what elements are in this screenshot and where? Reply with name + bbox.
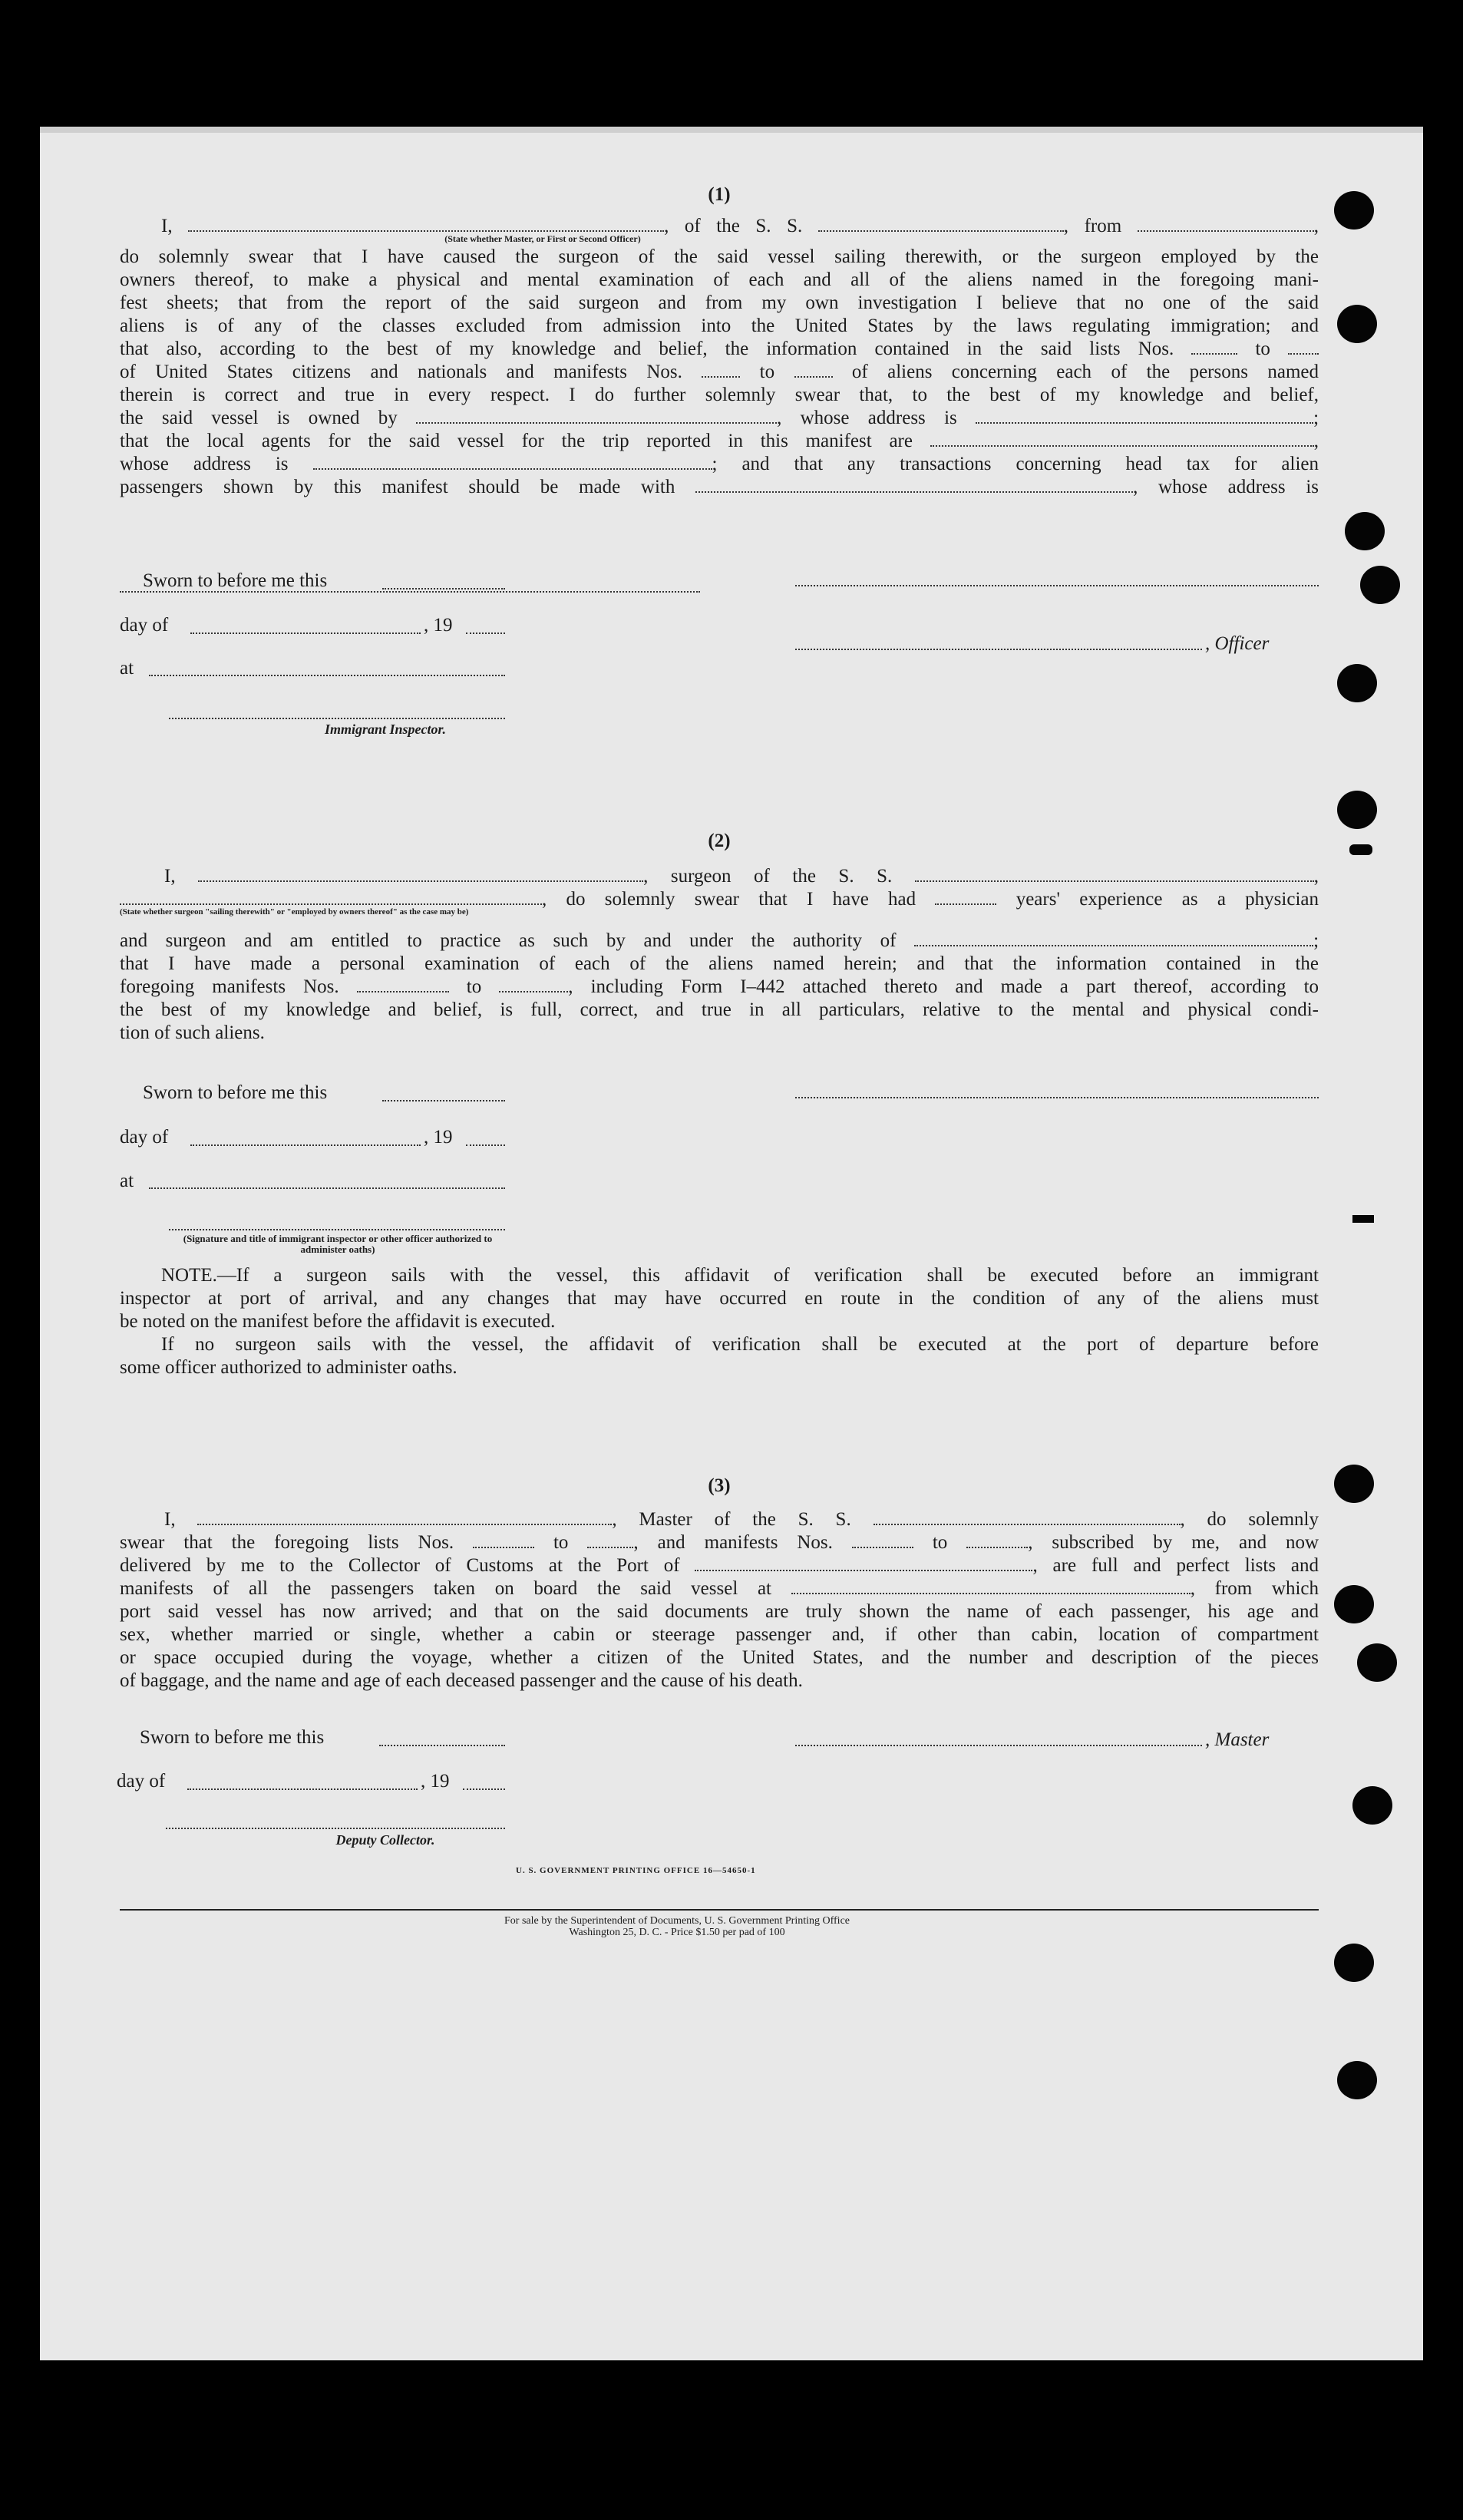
label: , do solemnly swear that I have had <box>542 889 916 910</box>
punch-hole <box>1337 305 1377 343</box>
manifests-line <box>120 976 1319 999</box>
officer-signature-field[interactable] <box>795 585 1319 586</box>
label: I, <box>161 216 173 236</box>
sale-line-1: For sale by the Superintendent of Documents, U. S. Government Printing Office <box>504 1915 850 1927</box>
agents-address-field[interactable] <box>313 454 712 470</box>
manifests-to-field[interactable] <box>966 1533 1028 1548</box>
master-name-field[interactable] <box>197 1510 612 1525</box>
at-field[interactable] <box>149 1187 505 1189</box>
punch-hole <box>1334 191 1374 230</box>
at-label: at <box>120 658 134 679</box>
day-of-label: day of <box>120 615 169 636</box>
body-line: do solemnly swear that I have caused the surgeon of the said vessel sailing therewith, or the surgeon employed by the <box>120 246 1319 267</box>
sworn-day-field[interactable] <box>379 1745 505 1746</box>
signature-note: (Signature and title of immigrant inspector or other officer authorized to administer oaths) <box>183 1233 493 1255</box>
month-field[interactable] <box>190 632 421 634</box>
label: , do solemnly <box>1180 1509 1319 1530</box>
officer-label: , Officer <box>1205 633 1270 654</box>
label: of United States citizens and nationals and manifests Nos. <box>120 362 682 382</box>
year-label: , 19 <box>424 615 453 636</box>
month-field[interactable] <box>190 1144 421 1146</box>
punch-hole <box>1352 1786 1392 1825</box>
port-field[interactable] <box>695 1556 1032 1571</box>
port-line <box>120 1554 1319 1577</box>
body-line: that I have made a personal examination of each of the aliens named herein; and that the information contained in the <box>120 953 1319 974</box>
surgeon-signature-field[interactable] <box>795 1097 1319 1098</box>
master-signature-field[interactable] <box>795 1745 1202 1746</box>
label: ; <box>1313 408 1319 428</box>
label: swear that the foregoing lists Nos. <box>120 1532 454 1553</box>
manifests-line <box>120 361 1319 384</box>
punch-hole <box>1337 664 1377 702</box>
label: , including Form I–442 attached thereto and made a part thereof, according to <box>568 976 1319 997</box>
inspector-caption: Immigrant Inspector. <box>324 722 447 737</box>
month-field[interactable] <box>187 1788 418 1790</box>
label: manifests of all the passengers taken on board the said vessel at <box>120 1578 771 1599</box>
sworn-label: Sworn to before me this <box>143 570 328 591</box>
label: , from which <box>1190 1578 1319 1599</box>
surgeon-vessel-field[interactable] <box>915 867 1314 882</box>
punch-hole <box>1357 1643 1397 1682</box>
deputy-caption: Deputy Collector. <box>335 1832 435 1848</box>
label: , and manifests Nos. <box>633 1532 833 1553</box>
surgeon-status-field[interactable] <box>120 890 542 905</box>
note-line: be noted on the manifest before the affidavit is executed. <box>120 1311 556 1332</box>
departure-line <box>120 1577 1319 1600</box>
scan-mark <box>1352 1215 1374 1223</box>
manifests-from-field[interactable] <box>357 977 449 992</box>
deputy-signature-field[interactable] <box>166 1828 505 1829</box>
affidavit-section-2 <box>120 865 1319 1045</box>
officer-line <box>120 215 1319 238</box>
punch-hole <box>1360 566 1400 604</box>
year-label: , 19 <box>424 1127 453 1148</box>
lists-line <box>120 1531 1319 1554</box>
note-line: NOTE.—If a surgeon sails with the vessel, this affidavit of verification shall be executed before an immigrant <box>161 1265 1319 1286</box>
sworn-day-field[interactable] <box>382 588 505 590</box>
label: , <box>1313 431 1319 451</box>
footer-rule <box>120 1909 1319 1911</box>
section-number: (3) <box>708 1475 731 1496</box>
punch-hole <box>1334 1944 1374 1982</box>
year-field[interactable] <box>466 632 505 634</box>
agents-line <box>120 430 1319 453</box>
label: years' experience as a physician <box>1016 889 1319 910</box>
label: , Master of the S. S. <box>612 1509 851 1530</box>
departure-port-field[interactable] <box>791 1579 1191 1594</box>
manifests-to-field[interactable] <box>794 362 833 378</box>
label: I, <box>164 866 176 887</box>
officer-title-field[interactable] <box>795 649 1202 650</box>
label: foregoing manifests Nos. <box>120 976 339 997</box>
label: to <box>932 1532 948 1553</box>
punch-hole <box>1334 1585 1374 1623</box>
master-vessel-field[interactable] <box>874 1510 1181 1525</box>
body-line: aliens is of any of the classes excluded from admission into the United States by the laws regulating immigration; and <box>120 315 1319 336</box>
surgeon-name-field[interactable] <box>198 867 643 882</box>
authority-field[interactable] <box>914 931 1313 946</box>
lists-to-field[interactable] <box>1288 339 1319 355</box>
manifests-from-field[interactable] <box>852 1533 913 1548</box>
punch-hole <box>1337 2061 1377 2099</box>
master-line <box>120 1508 1319 1531</box>
body-line: owners thereof, to make a physical and mental examination of each and all of the aliens named in the foregoing mani- <box>120 269 1319 290</box>
note-line: inspector at port of arrival, and any changes that may have occurred en route in the condition of any of the aliens must <box>120 1288 1319 1309</box>
owned-by-line <box>120 407 1319 430</box>
label: , of the S. S. <box>664 216 803 236</box>
day-of-label: day of <box>120 1127 169 1148</box>
label: ; and that any transactions concerning head tax for alien <box>712 454 1319 474</box>
label: that also, according to the best of my knowledge and belief, the information contained in the said lists Nos. <box>120 339 1174 359</box>
label: , are full and perfect lists and <box>1032 1555 1319 1576</box>
inspector-signature-field[interactable] <box>169 718 505 719</box>
label: that the local agents for the said vessel for the trip reported in this manifest are <box>120 431 913 451</box>
years-experience-field[interactable] <box>935 890 996 905</box>
label: ; <box>1313 930 1319 951</box>
note-line: some officer authorized to administer oaths. <box>120 1357 457 1378</box>
year-field[interactable] <box>466 1144 505 1146</box>
at-field[interactable] <box>149 675 505 676</box>
affidavit-section-3 <box>120 1508 1319 1693</box>
authority-line <box>120 930 1319 953</box>
label: to <box>759 362 775 382</box>
section-number: (1) <box>708 184 731 205</box>
year-label: , 19 <box>421 1771 450 1792</box>
note-line: If no surgeon sails with the vessel, the affidavit of verification shall be executed at the port of departure before <box>161 1334 1319 1355</box>
master-label: , Master <box>1205 1729 1270 1750</box>
officer-name-field[interactable] <box>188 216 664 232</box>
lists-line <box>120 338 1319 361</box>
label: whose address is <box>120 454 289 474</box>
manifests-to-field[interactable] <box>499 977 568 992</box>
lists-from-field[interactable] <box>473 1533 534 1548</box>
label: I, <box>164 1509 176 1530</box>
label: , <box>1313 216 1319 236</box>
punch-hole <box>1337 791 1377 829</box>
sworn-label: Sworn to before me this <box>140 1727 325 1748</box>
year-field[interactable] <box>463 1788 505 1790</box>
label: , from <box>1063 216 1122 236</box>
label: the said vessel is owned by <box>120 408 398 428</box>
agents-address-line <box>120 453 1319 476</box>
label: , whose address is <box>777 408 957 428</box>
label: to <box>553 1532 569 1553</box>
section-number: (2) <box>708 831 731 851</box>
section-body <box>120 215 1319 499</box>
sale-line-2: Washington 25, D. C. - Price $1.50 per pad of 100 <box>569 1927 785 1938</box>
body-line: tion of such aliens. <box>120 1022 265 1043</box>
at-label: at <box>120 1171 134 1191</box>
affidavit-section-1 <box>120 184 1319 499</box>
label: to <box>1255 339 1270 359</box>
body-line: fest sheets; that from the report of the said surgeon and from my own investigation I believe that no one of the said <box>120 292 1319 313</box>
body-line: port said vessel has now arrived; and that on the said documents are truly shown the name of each passenger, his age and <box>120 1601 1319 1622</box>
punch-hole <box>1345 512 1385 550</box>
label: passengers shown by this manifest should be made with <box>120 477 675 497</box>
lists-from-field[interactable] <box>1191 339 1237 355</box>
sworn-label: Sworn to before me this <box>143 1082 328 1103</box>
label: , subscribed by me, and now <box>1028 1532 1319 1553</box>
label: , <box>1313 866 1319 887</box>
inspector-signature-field[interactable] <box>169 1229 505 1230</box>
owner-address-field[interactable] <box>976 408 1313 424</box>
sworn-day-field[interactable] <box>382 1100 505 1101</box>
label: , whose address is <box>1133 477 1319 497</box>
label: , surgeon of the S. S. <box>643 866 893 887</box>
body-line: of baggage, and the name and age of each deceased passenger and the cause of his death. <box>120 1670 803 1691</box>
form-page <box>40 127 1423 2360</box>
label: to <box>466 976 482 997</box>
body-line: sex, whether married or single, whether a cabin or steerage passenger and, if other than cabin, location of compartment <box>120 1624 1319 1645</box>
body-line: therein is correct and true in every respect. I do further solemnly swear that, to the best of my knowledge and belief, <box>120 385 1319 405</box>
owner-field[interactable] <box>416 408 777 424</box>
note-block <box>120 1264 1319 1379</box>
surgeon-note: (State whether surgeon "sailing therewith" or "employed by owners thereof" as the case may be) <box>120 907 469 917</box>
surgeon-line <box>120 865 1319 888</box>
agents-field[interactable] <box>930 431 1314 447</box>
label: and surgeon and am entitled to practice as such by and under the authority of <box>120 930 897 951</box>
scan-edge <box>40 127 1423 133</box>
officer-note: (State whether Master, or First or Second Officer) <box>444 233 641 244</box>
head-tax-contact-field[interactable] <box>695 477 1133 493</box>
lists-to-field[interactable] <box>587 1533 633 1548</box>
manifests-from-field[interactable] <box>702 362 740 378</box>
from-port-field[interactable] <box>1138 216 1314 232</box>
head-tax-line <box>120 476 1319 499</box>
sale-notice <box>408 1915 946 1938</box>
punch-hole <box>1349 844 1372 855</box>
body-line: the best of my knowledge and belief, is full, correct, and true in all particulars, relative to the mental and physical condi- <box>120 999 1319 1020</box>
print-office-line: U. S. GOVERNMENT PRINTING OFFICE 16—54650-1 <box>516 1866 756 1875</box>
label: delivered by me to the Collector of Customs at the Port of <box>120 1555 680 1576</box>
vessel-name-field[interactable] <box>818 216 1064 232</box>
label: of aliens concerning each of the persons named <box>851 362 1319 382</box>
body-line: or space occupied during the voyage, whether a citizen of the United States, and the number and description of the pieces <box>120 1647 1319 1668</box>
day-of-label: day of <box>117 1771 166 1792</box>
punch-hole <box>1334 1465 1374 1503</box>
